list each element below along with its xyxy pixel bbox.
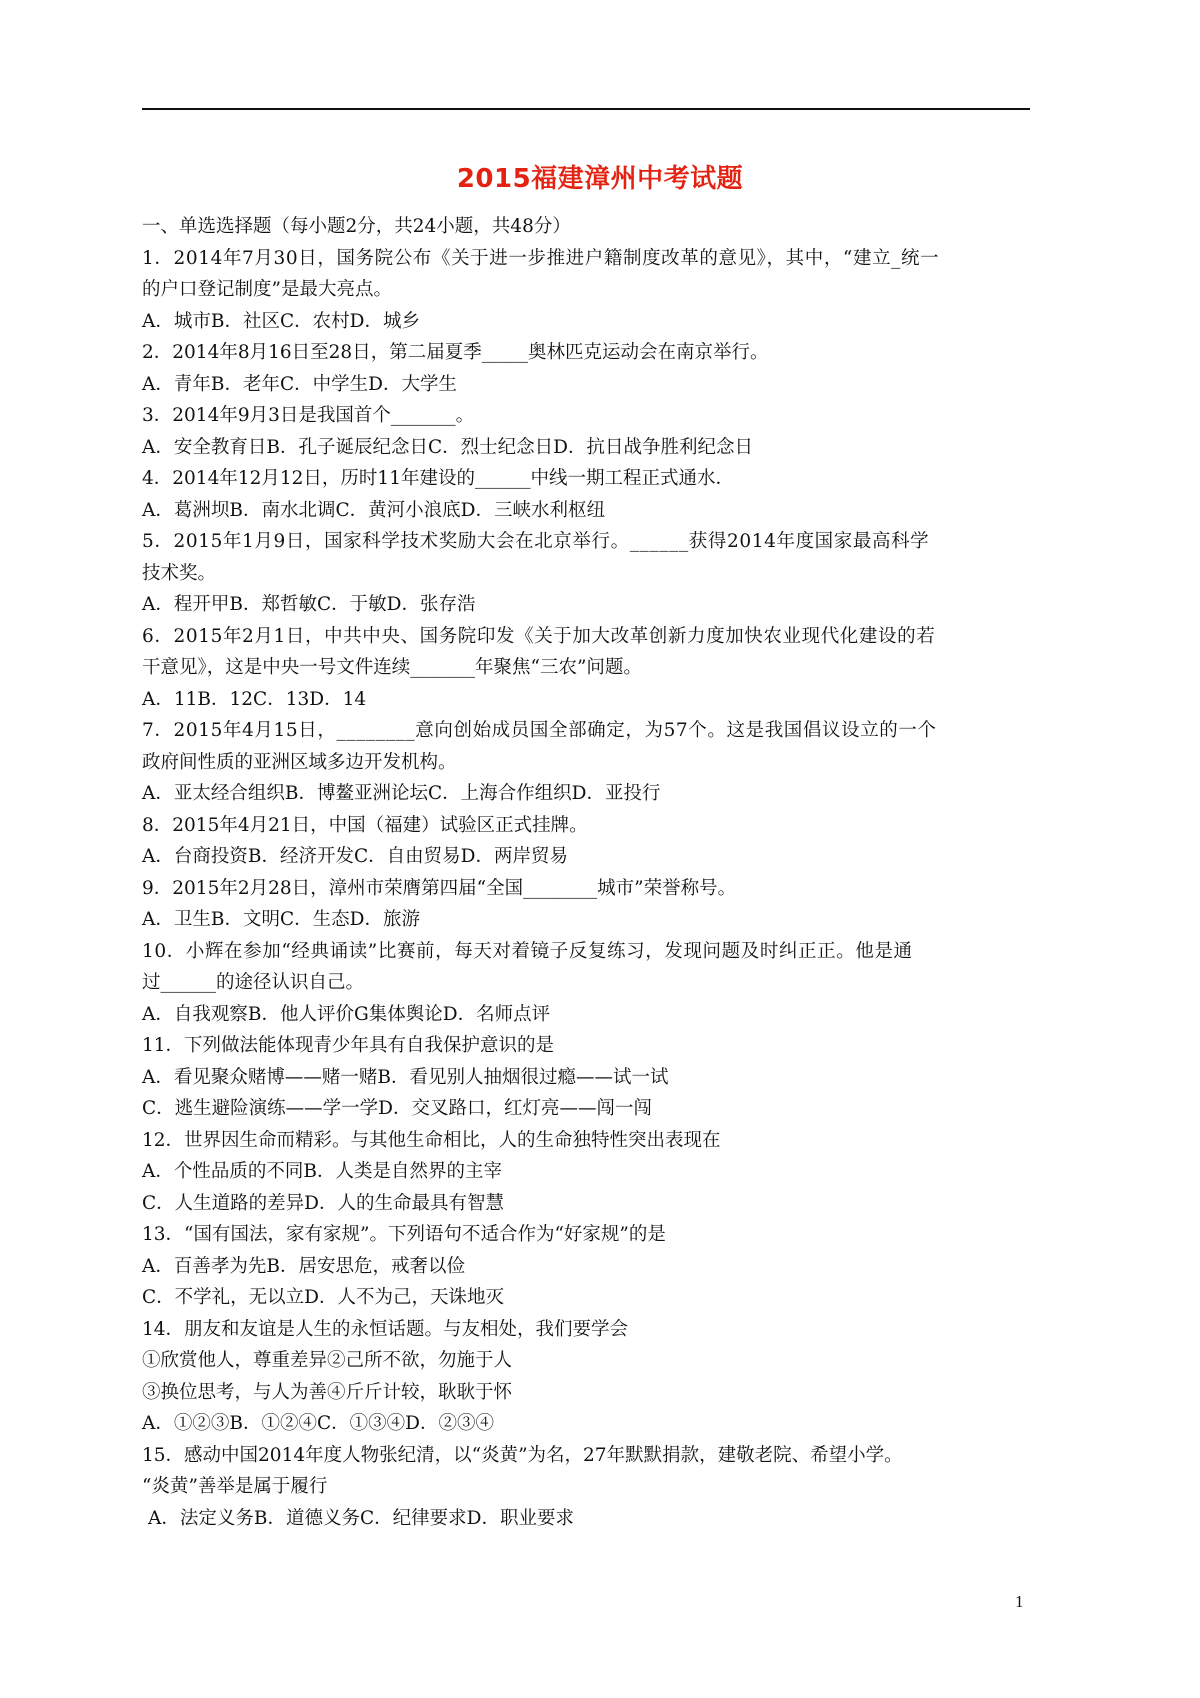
question-12-options-ab: A．个性品质的不同B．人类是自然界的主宰 bbox=[142, 1161, 502, 1182]
question-14-statements-1-2: ①欣赏他人，尊重差异②己所不欲，勿施于人 bbox=[142, 1350, 513, 1371]
question-14: 14．朋友和友谊是人生的永恒话题。与友相处，我们要学会 bbox=[142, 1318, 629, 1340]
question-13-options-cd: C．不学礼，无以立D．人不为己，天诛地灭 bbox=[142, 1287, 504, 1308]
question-8-options: A．台商投资B．经济开发C．自由贸易D．两岸贸易 bbox=[142, 846, 568, 867]
question-13: 13．“国有国法，家有家规”。下列语句不适合作为“好家规”的是 bbox=[142, 1224, 666, 1245]
question-4-options: A．葛洲坝B．南水北调C．黄河小浪底D．三峡水利枢纽 bbox=[142, 499, 605, 521]
question-5-line-1: 5．2015年1月9日，国家科学技术奖励大会在北京举行。______获得2014年度国家最高科学 bbox=[142, 531, 930, 552]
question-2: 2．2014年8月16日至28日，第二届夏季_____奥林匹克运动会在南京举行。 bbox=[142, 342, 769, 363]
question-3: 3．2014年9月3日是我国首个_______。 bbox=[142, 405, 475, 426]
question-14-statements-3-4: ③换位思考，与人为善④斤斤计较，耿耿于怀 bbox=[142, 1381, 513, 1403]
question-10-line-1: 10．小辉在参加“经典诵读”比赛前，每天对着镜子反复练习，发现问题及时纠正正。他是通 bbox=[142, 940, 913, 962]
question-1-line-1: 1．2014年7月30日，国务院公布《关于进一步推进户籍制度改革的意见》，其中，“建立_统一 bbox=[142, 247, 940, 269]
question-15-options: A．法定义务B．道德义务C．纪律要求D．职业要求 bbox=[148, 1507, 574, 1529]
question-11-options-cd: C．逃生避险演练——学一学D．交叉路口，红灯亮——闯一闯 bbox=[142, 1098, 652, 1119]
question-6-line-1: 6．2015年2月1日，中共中央、国务院印发《关于加大改革创新力度加快农业现代化建设的若 bbox=[142, 625, 936, 647]
question-11: 11．下列做法能体现青少年具有自我保护意识的是 bbox=[142, 1035, 555, 1056]
question-7-options: A．亚太经合组织B．博鳌亚洲论坛C．上海合作组织D．亚投行 bbox=[142, 783, 661, 804]
question-14-options: A．①②③B．①②④C．①③④D．②③④ bbox=[142, 1413, 494, 1434]
question-3-options: A．安全教育日B．孔子诞辰纪念日C．烈士纪念日D．抗日战争胜利纪念日 bbox=[142, 436, 753, 458]
question-10-options: A．自我观察B．他人评价G集体舆论D．名师点评 bbox=[142, 1003, 551, 1025]
question-4: 4．2014年12月12日，历时11年建设的______中线一期工程正式通水． bbox=[142, 468, 734, 489]
question-12-options-cd: C．人生道路的差异D．人的生命最具有智慧 bbox=[142, 1192, 504, 1214]
question-6-options: A．11B．12C．13D．14 bbox=[142, 688, 367, 710]
section-heading: 一、单选选择题（每小题2分，共24小题，共48分） bbox=[142, 216, 571, 237]
document-title: 2015福建漳州中考试题 bbox=[456, 164, 744, 194]
question-5-line-2: 技术奖。 bbox=[142, 562, 217, 584]
question-15-line-1: 15．感动中国2014年度人物张纪清，以“炎黄”为名，27年默默捐款，建敬老院、希望小学。 bbox=[142, 1444, 903, 1466]
question-10-line-2: 过______的途径认识自己。 bbox=[142, 972, 365, 993]
top-rule bbox=[142, 108, 1030, 110]
question-12: 12．世界因生命而精彩。与其他生命相比，人的生命独特性突出表现在 bbox=[142, 1129, 721, 1151]
question-content bbox=[142, 211, 1032, 1534]
question-7-line-2: 政府间性质的亚洲区域多边开发机构。 bbox=[142, 751, 457, 773]
question-9: 9．2015年2月28日，漳州市荣膺第四届“全国________城市”荣誉称号。 bbox=[142, 877, 737, 899]
question-2-options: A．青年B．老年C．中学生D．大学生 bbox=[142, 373, 457, 395]
question-8: 8．2015年4月21日，中国（福建）试验区正式挂牌。 bbox=[142, 814, 588, 836]
question-5-options: A．程开甲B．郑哲敏C．于敏D．张存浩 bbox=[142, 594, 476, 615]
question-13-options-ab: A．百善孝为先B．居安思危，戒奢以俭 bbox=[142, 1255, 465, 1277]
page-number: 1 bbox=[1015, 1592, 1024, 1611]
question-1-line-2: 的户口登记制度”是最大亮点。 bbox=[142, 279, 392, 300]
question-15-line-2: “炎黄”善举是属于履行 bbox=[142, 1476, 328, 1497]
question-9-options: A．卫生B．文明C．生态D．旅游 bbox=[142, 909, 420, 930]
question-7-line-1: 7．2015年4月15日，________意向创始成员国全部确定，为57个。这是我国倡议设立的一个 bbox=[142, 720, 937, 741]
question-1-options: A．城市B．社区C．农村D．城乡 bbox=[142, 310, 420, 332]
question-11-options-ab: A．看见聚众赌博——赌一赌B．看见别人抽烟很过瘾——试一试 bbox=[142, 1066, 669, 1088]
question-6-line-2: 干意见》，这是中央一号文件连续_______年聚焦“三农”问题。 bbox=[142, 657, 642, 678]
